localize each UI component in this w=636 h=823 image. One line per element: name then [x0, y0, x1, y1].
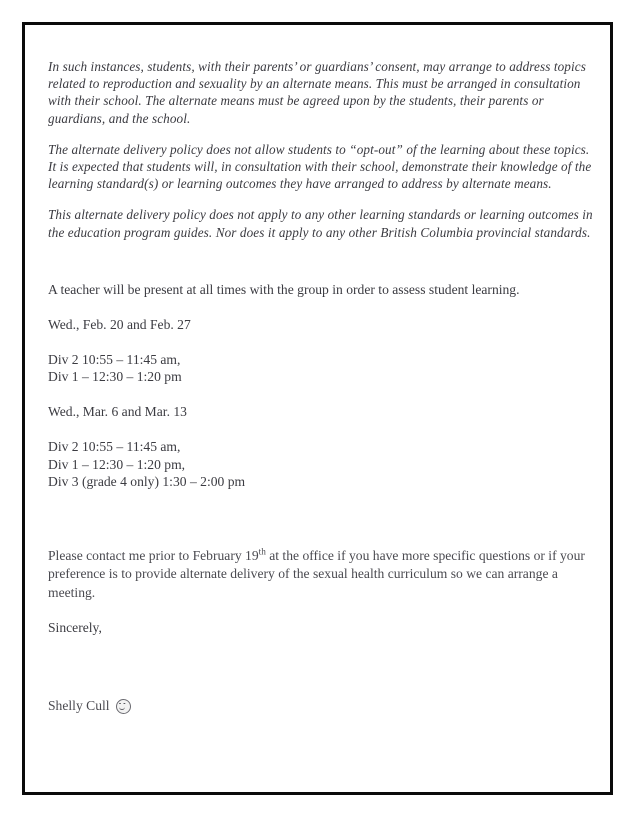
document-body: [48, 58, 593, 715]
policy-paragraph-opt-out: The alternate delivery policy does not allow students to “opt-out” of the learning about these topics. It is expected that students will, in consultation with their school, demonstrate their knowledge of the learning standard(s) or learning outcomes they have arranged to address by alternate means.: [48, 141, 592, 192]
schedule-session-line: Div 1 – 12:30 – 1:20 pm: [48, 369, 182, 385]
document-page-border: [22, 22, 613, 795]
ordinal-suffix: th: [258, 546, 266, 557]
schedule-session-line: Div 2 10:55 – 11:45 am,: [48, 351, 181, 367]
policy-paragraph-consent: In such instances, students, with their parents’ or guardians’ consent, may arrange to address topics related to reproduction and sexuality by an alternate means. This must be arranged in consultation with their school. The alternate means must be agreed upon by the students, their parents or guardians, and the school.: [48, 59, 586, 126]
signature-name: Shelly Cull: [48, 698, 110, 714]
schedule-date-heading-february: Wed., Feb. 20 and Feb. 27: [48, 316, 191, 332]
salutation: Sincerely,: [48, 620, 102, 636]
schedule-date-heading-march: Wed., Mar. 6 and Mar. 13: [48, 404, 187, 420]
signature-block: [48, 697, 593, 715]
spacer: [48, 602, 593, 619]
schedule-session-line: Div 2 10:55 – 11:45 am,: [48, 439, 181, 455]
closing-contact-paragraph: [48, 547, 593, 602]
closing-text-after-date: at the office if you have more specific questions or if your preference is to provide alternate delivery of the sexual health curriculum so we can arrange a meeting.: [48, 547, 585, 600]
schedule-session-line: Div 3 (grade 4 only) 1:30 – 2:00 pm: [48, 474, 246, 490]
spacer: [48, 334, 593, 351]
schedule-session-line: Div 1 – 12:30 – 1:20 pm,: [48, 456, 186, 472]
spacer: [48, 637, 593, 697]
spacer: [48, 421, 593, 438]
spacer: [48, 255, 593, 281]
spacer: [48, 386, 593, 403]
teacher-presence-note: A teacher will be present at all times with the group in order to assess student learning.: [48, 281, 520, 297]
policy-paragraph-scope: This alternate delivery policy does not apply to any other learning standards or learning outcomes in the education program guides. Nor does it apply to any other British Columbia provincial standards.: [48, 207, 593, 240]
spacer: [48, 491, 593, 547]
spacer: [48, 299, 593, 316]
closing-text-before-date: Please contact me prior to February 19: [48, 547, 259, 563]
smiley-face-icon: [116, 699, 131, 714]
